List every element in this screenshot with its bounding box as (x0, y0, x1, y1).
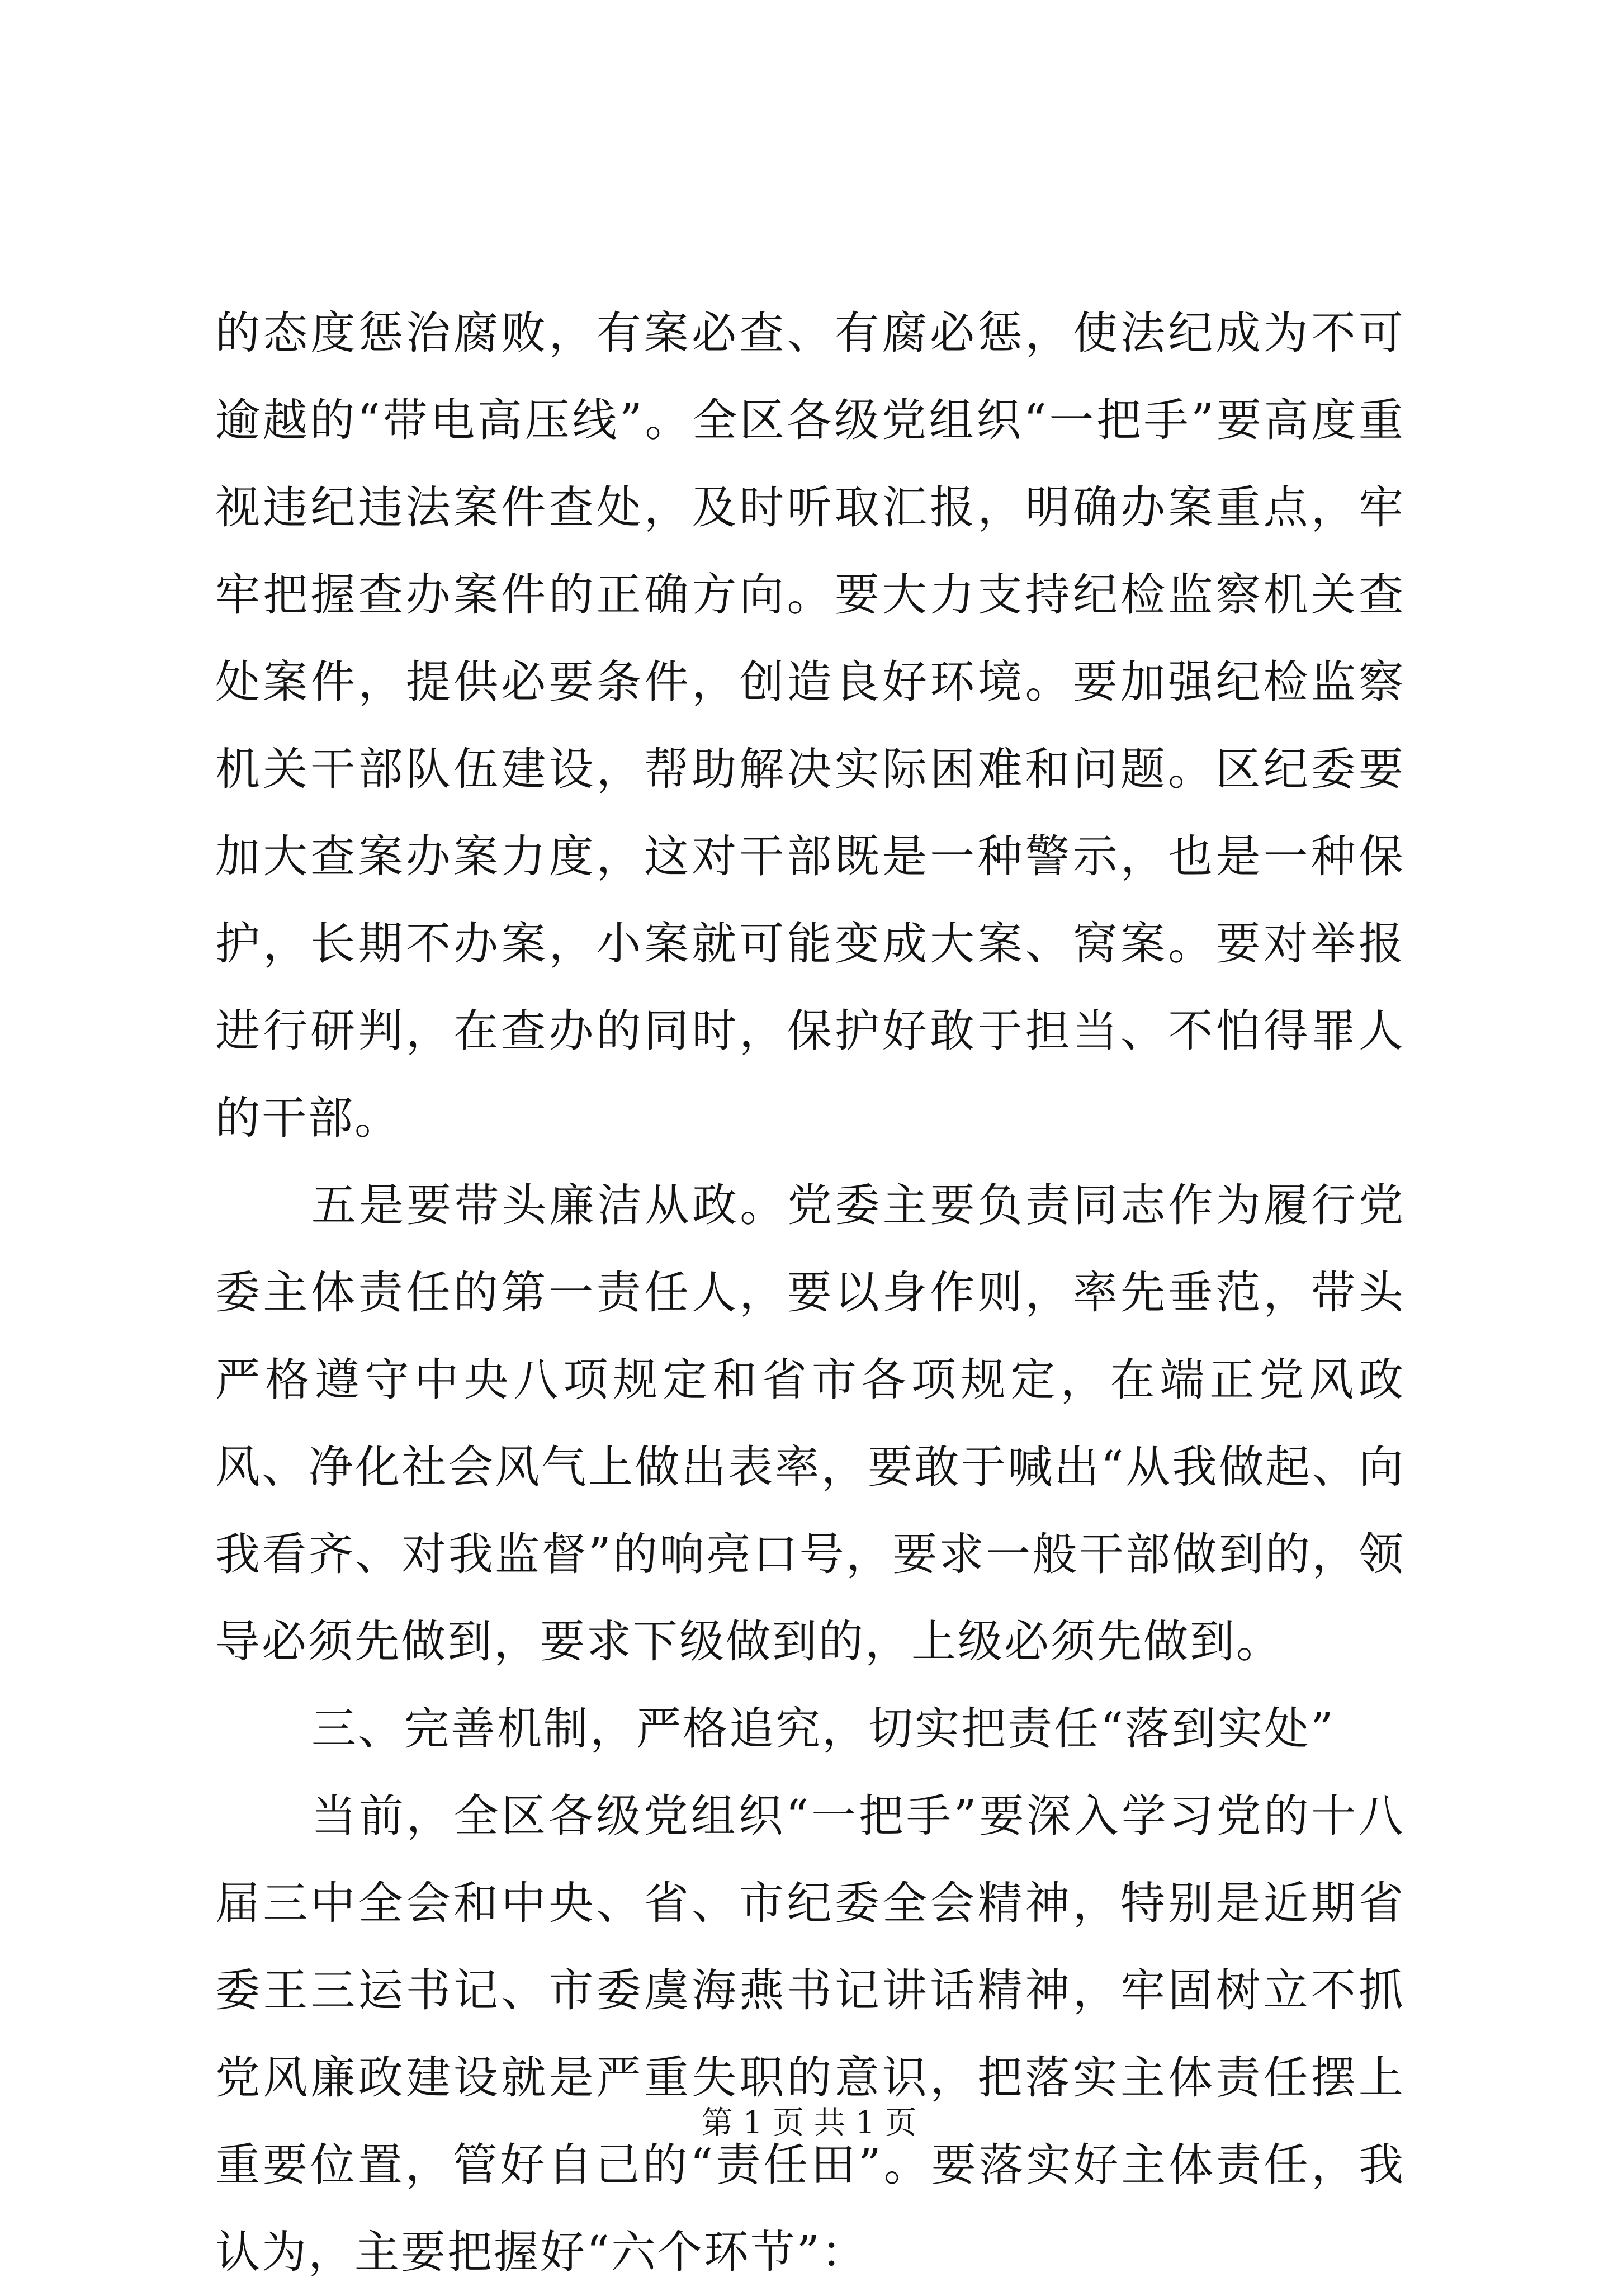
paragraph-clean-governance: 五是要带头廉洁从政。党委主要负责同志作为履行党委主体责任的第一责任人，要以身作则，率先垂范，带头严格遵守中央八项规定和省市各项规定，在端正党风政风、净化社会风气上做出表率，要敢于喊出“从我做起、向我看齐、对我监督”的响亮口号，要求一般干部做到的，领导必须先做到，要求下级做到的，上级必须先做到。 (215, 1179, 1405, 1667)
page-footer: 第 1 页 共 1 页 (701, 2105, 917, 2141)
document-body (215, 290, 1405, 2296)
paragraph-case-investigation: 的态度惩治腐败，有案必查、有腐必惩，使法纪成为不可逾越的“带电高压线”。全区各级党组织“一把手”要高度重视违纪违法案件查处，及时听取汇报，明确办案重点，牢牢把握查办案件的正确方向。要大力支持纪检监察机关查处案件，提供必要条件，创造良好环境。要加强纪检监察机关干部队伍建设，帮助解决实际困难和问题。区纪委要加大查案办案力度，这对干部既是一种警示，也是一种保护，长期不办案，小案就可能变成大案、窝案。要对举报进行研判，在查办的同时，保护好敢于担当、不怕得罪人的干部。 (215, 307, 1405, 1144)
paragraph-current-tasks: 当前，全区各级党组织“一把手”要深入学习党的十八届三中全会和中央、省、市纪委全会精神，特别是近期省委王三运书记、市委虞海燕书记讲话精神，牢固树立不抓党风廉政建设就是严重失职的意识，把落实主体责任摆上重要位置，管好自己的“责任田”。要落实好主体责任，我认为，主要把握好“六个环节”： (215, 1790, 1405, 2278)
section-heading-mechanism: 三、完善机制，严格追究，切实把责任“落到实处” (311, 1703, 1335, 1755)
